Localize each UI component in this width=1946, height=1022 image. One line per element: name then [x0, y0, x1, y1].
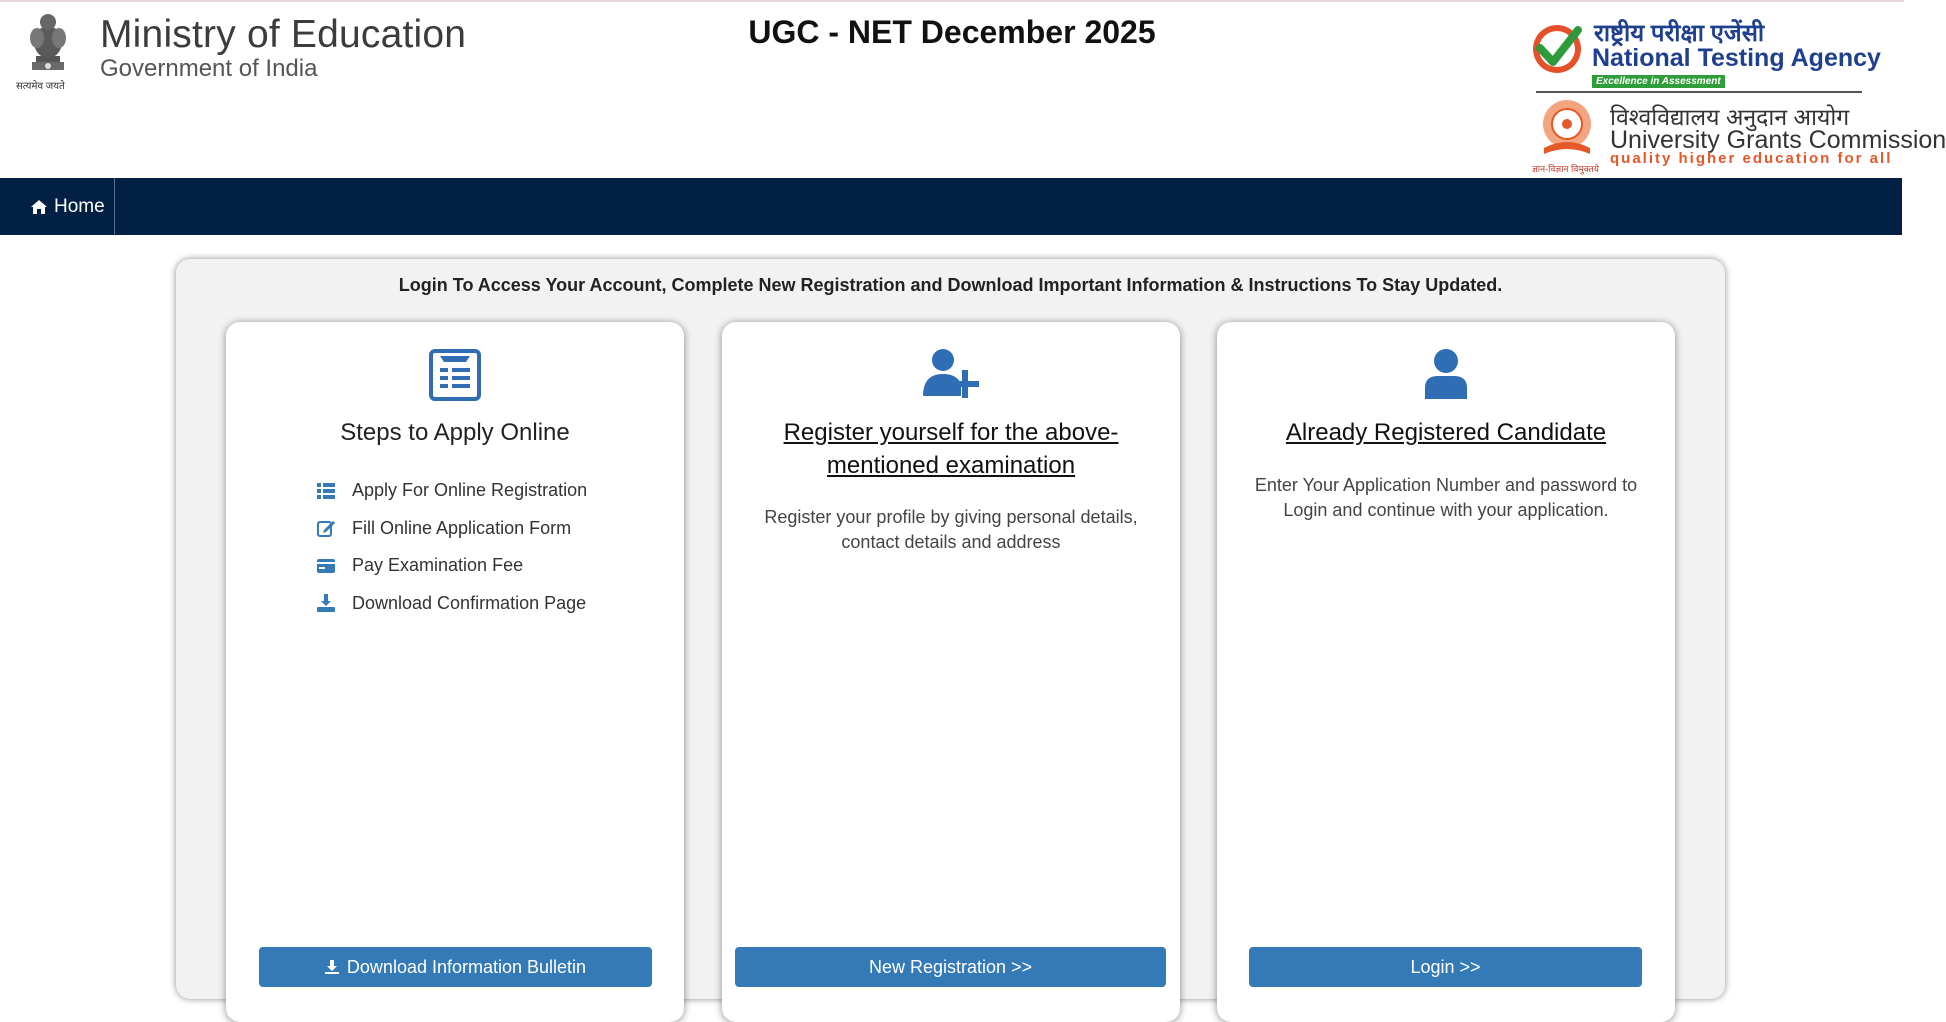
ugc-motto: ज्ञान-विज्ञान विमुक्तये	[1532, 164, 1599, 174]
ministry-subtitle: Government of India	[100, 55, 318, 82]
steps-card	[226, 322, 684, 1022]
register-link[interactable]: Register yourself for the above-mentioned examination	[783, 419, 1119, 479]
emblem-motto: सत्यमेव जयते	[16, 81, 65, 92]
form-list-icon	[428, 348, 482, 402]
login-button[interactable]	[1249, 947, 1642, 987]
edit-icon	[316, 518, 336, 538]
login-label: Login >>	[1410, 956, 1481, 977]
ugc-name: University Grants Commission	[1610, 126, 1946, 154]
nta-hindi-name: राष्ट्रीय परीक्षा एजेंसी	[1594, 20, 1765, 47]
registered-candidate-link[interactable]: Already Registered Candidate	[1285, 419, 1607, 446]
panel-caption: Login To Access Your Account, Complete New Registration and Download Important Information & Instructions To Stay Updated.	[398, 275, 1503, 295]
step-label: Fill Online Application Form	[352, 517, 572, 538]
login-card	[1217, 322, 1675, 1022]
ugc-logo	[1526, 96, 1946, 176]
list-icon	[316, 481, 336, 501]
main-navbar	[0, 178, 1902, 235]
download-bulletin-label: Download Information Bulletin	[346, 956, 587, 977]
credit-card-icon	[316, 556, 336, 576]
register-description: Register your profile by giving personal details, contact details and address	[764, 507, 1138, 552]
nav-home-link[interactable]	[0, 178, 115, 235]
steps-list	[316, 472, 587, 622]
nta-tagline: Excellence in Assessment	[1592, 75, 1725, 88]
ugc-emblem-icon	[1532, 96, 1602, 160]
list-item	[316, 547, 587, 585]
user-plus-icon	[921, 348, 981, 398]
new-registration-button[interactable]	[735, 947, 1166, 987]
list-item	[316, 585, 587, 623]
new-registration-label: New Registration >>	[868, 956, 1033, 977]
nta-check-icon	[1530, 22, 1584, 76]
login-description: Enter Your Application Number and password to Login and continue with your application.	[1254, 475, 1638, 520]
steps-card-title: Steps to Apply Online	[340, 419, 570, 446]
ugc-tagline: quality higher education for all	[1610, 150, 1893, 167]
site-header	[0, 0, 1946, 178]
nta-logo	[1526, 16, 1881, 87]
step-label: Pay Examination Fee	[352, 555, 524, 576]
nav-home-label: Home	[54, 195, 105, 217]
user-icon	[1424, 348, 1468, 400]
logo-divider	[1536, 91, 1862, 93]
ministry-title: Ministry of Education	[100, 13, 467, 56]
page-title: UGC - NET December 2025	[748, 14, 1156, 50]
download-icon	[316, 593, 336, 613]
main-panel	[176, 259, 1725, 999]
list-item	[316, 510, 587, 548]
register-card	[722, 322, 1180, 1022]
home-icon	[30, 199, 48, 215]
step-label: Apply For Online Registration	[352, 480, 588, 501]
nta-name: National Testing Agency	[1592, 44, 1881, 72]
ugc-hindi-name: विश्वविद्यालय अनुदान आयोग	[1610, 104, 1850, 130]
download-bulletin-button[interactable]	[259, 947, 652, 987]
list-item	[316, 472, 587, 510]
step-label: Download Confirmation Page	[352, 592, 587, 613]
download-icon	[325, 960, 339, 974]
